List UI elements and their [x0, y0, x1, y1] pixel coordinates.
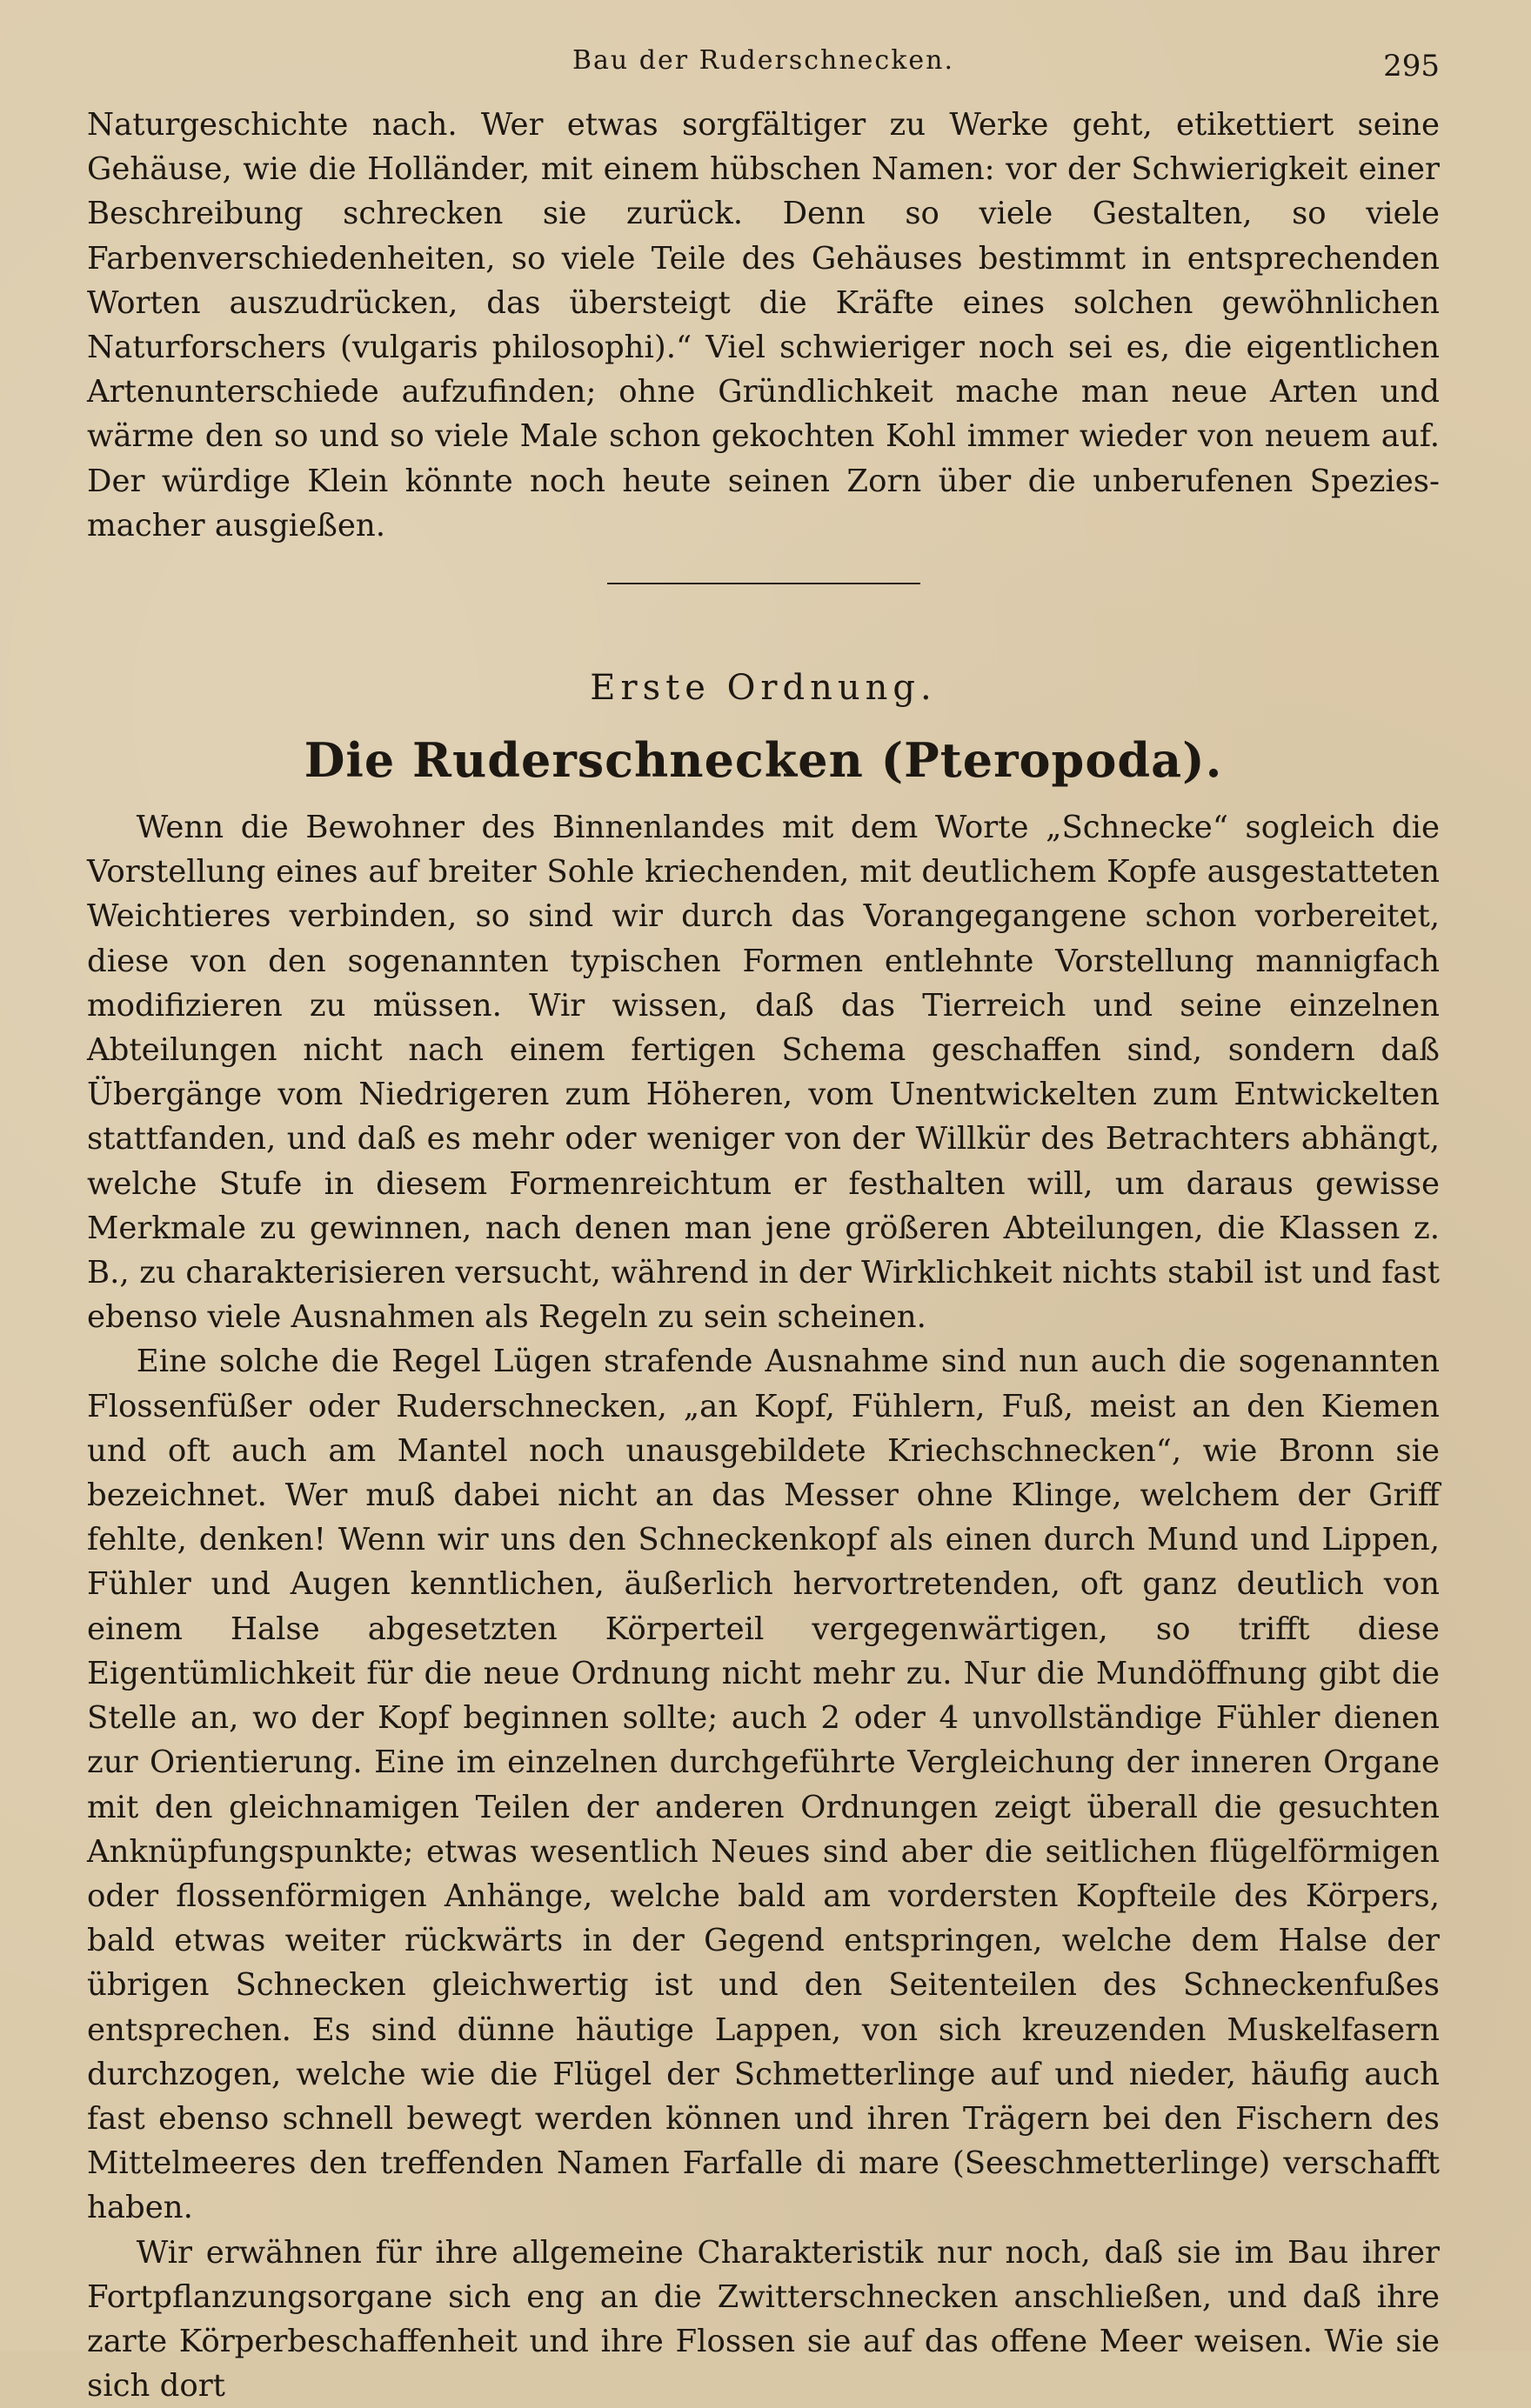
order-heading: Erste Ordnung. [590, 668, 937, 709]
continuation-paragraph: Naturgeschichte nach. Wer etwas sorgfältiger zu Werke geht, etikettiert seine Gehäuse, wie die Holländer, mit einem hübschen Namen: vor der Schwierigkeit einer Beschreibung schrecken sie zurück. Denn so viele Gestalten, so viele Farbenverschiedenheiten, so viele Teile des Gehäuses bestimmt in entsprechenden Worten auszudrücken, das übersteigt die Kräfte eines solchen gewöhnlichen Naturforschers (vulgaris philosophi).“ Viel schwieriger noch sei es, die eigentlichen Artenunterschiede aufzufinden; ohne Gründlichkeit mache man neue Arten und wärme den so und so viele Male schon gekochten Kohl immer wieder von neuem auf. Der würdige Klein könnte noch heute seinen Zorn über die unberufenen Speziesmacher ausgießen. [87, 107, 1440, 544]
page-body [87, 103, 1440, 2408]
running-head [87, 45, 1440, 83]
paragraph-2: Eine solche die Regel Lügen strafende Ausnahme sind nun auch die sogenannten Flossenfüßer oder Ruderschnecken, „an Kopf, Fühlern, Fuß, meist an den Kiemen und oft auch am Mantel noch unausgebildete Kriechschnecken“, wie Bronn sie bezeichnet. Wer muß dabei nicht an das Messer ohne Klinge, welchem der Griff fehlte, denken! Wenn wir uns den Schneckenkopf als einen durch Mund und Lippen, Fühler und Augen kenntlichen, äußerlich hervortretenden, oft ganz deutlich von einem Halse abgesetzten Körperteil vergegenwärtigen, so trifft diese Eigentümlichkeit für die neue Ordnung nicht mehr zu. Nur die Mundöffnung gibt die Stelle an, wo der Kopf beginnen sollte; auch 2 oder 4 unvollständige Fühler dienen zur Orientierung. Eine im einzelnen durchgeführte Vergleichung der inneren Organe mit den gleichnamigen Teilen der anderen Ordnungen zeigt überall die gesuchten Anknüpfungspunkte; etwas wesentlich Neues sind aber die seitlichen flügelförmigen oder flossenförmigen Anhänge, welche bald am vordersten Kopfteile des Körpers, bald etwas weiter rückwärts in der Gegend entspringen, welche dem Halse der übrigen Schnecken gleichwertig ist und den Seitenteilen des Schneckenfußes entsprechen. Es sind dünne häutige Lappen, von sich kreuzenden Muskelfasern durchzogen, welche wie die Flügel der Schmetterlinge auf und nieder, häufig auch fast ebenso schnell bewegt werden können und ihren Trägern bei den Fischern des Mittelmeeres den treffenden Namen Farfalle di mare (Seeschmetterlinge) verschafft haben. [87, 1344, 1440, 2226]
section-divider [607, 583, 920, 584]
paragraph-1: Wenn die Bewohner des Binnenlandes mit dem Worte „Schnecke“ sogleich die Vorstellung eines auf breiter Sohle kriechenden, mit deutlichem Kopfe ausgestatteten Weichtieres verbinden, so sind wir durch das Vorangegangene schon vorbereitet, diese von den sogenannten typischen Formen entlehnte Vorstellung mannigfach modifizieren zu müssen. Wir wissen, daß das Tierreich und seine einzelnen Abteilungen nicht nach einem fertigen Schema geschaffen sind, sondern daß Übergänge vom Niedrigeren zum Höheren, vom Unentwickelten zum Entwickelten stattfanden, und daß es mehr oder weniger von der Willkür des Betrachters abhängt, welche Stufe in diesem Formenreichtum er festhalten will, um daraus gewisse Merkmale zu gewinnen, nach denen man jene größeren Abteilungen, die Klassen z. B., zu charakterisieren versucht, während in der Wirklichkeit nichts stabil ist und fast ebenso viele Ausnahmen als Regeln zu sein scheinen. [87, 810, 1440, 1336]
paragraph-3: Wir erwähnen für ihre allgemeine Charakteristik nur noch, daß sie im Bau ihrer Fortpflanzungsorgane sich eng an die Zwitterschnecken anschließen, und daß ihre zarte Körperbeschaffenheit und ihre Flossen sie auf das offene Meer weisen. Wie sie sich dort [87, 2234, 1440, 2405]
chapter-title: Die Ruderschnecken (Pteropoda). [304, 732, 1223, 789]
running-title: Bau der Ruderschnecken. [572, 45, 955, 76]
page-number: 295 [1383, 49, 1440, 83]
